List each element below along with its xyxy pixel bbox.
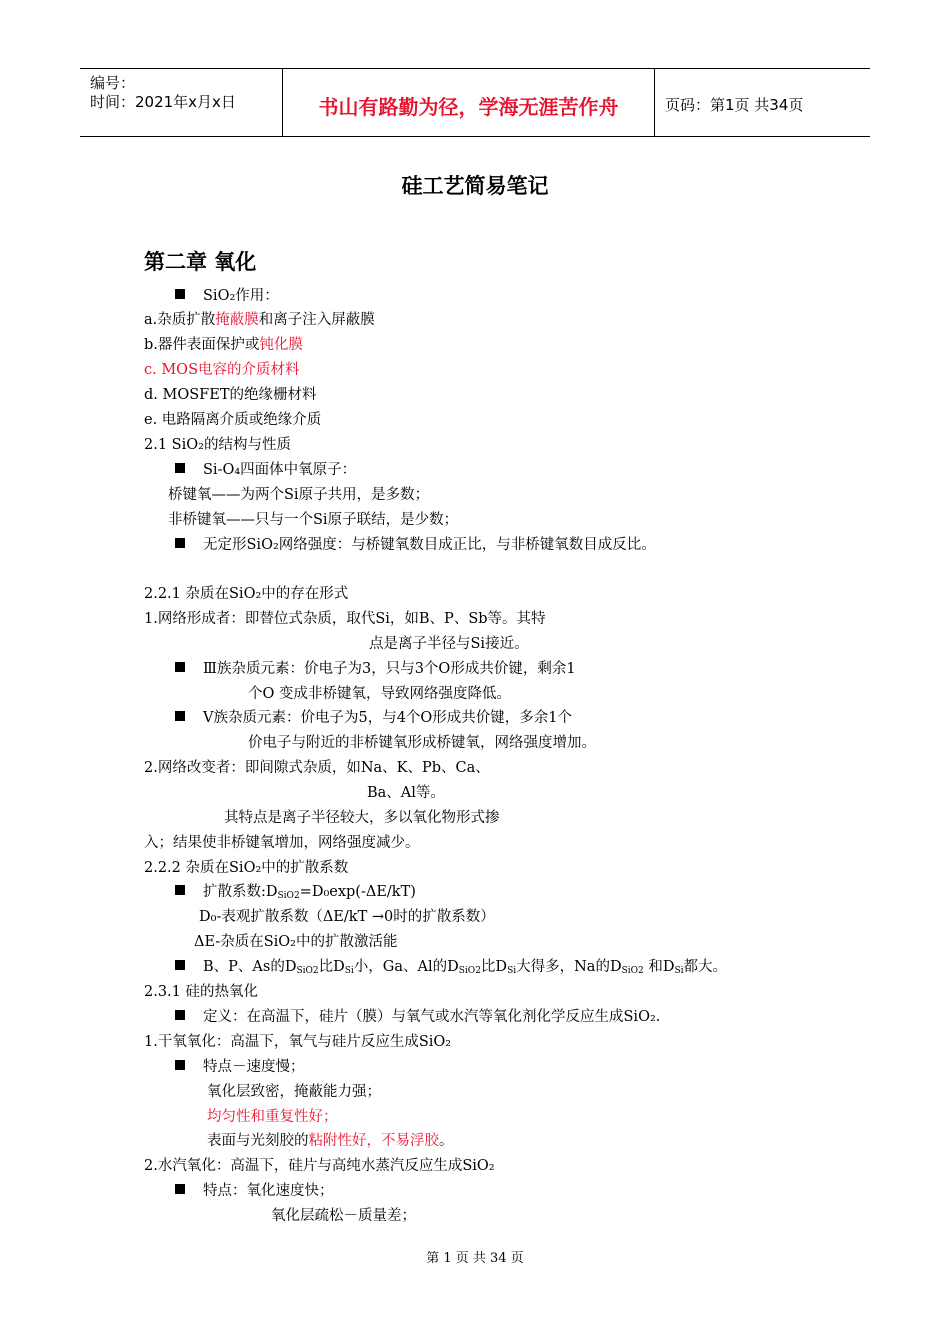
square-bullet-icon — [175, 1060, 185, 1070]
header-cell-page — [655, 69, 870, 136]
bullet-line: Si-O₄四面体中氧原子： — [175, 461, 356, 479]
chapter-heading: 第二章 氧化 — [144, 249, 257, 274]
text-line: 氧化层致密，掩蔽能力强； — [207, 1084, 381, 1100]
text-line: D₀-表观扩散系数（ΔE/kT →0时的扩散系数） — [199, 909, 495, 925]
text-line: b.器件表面保护或钝化膜 — [144, 337, 303, 353]
bullet-line: 特点：氧化速度快； — [175, 1182, 334, 1200]
text-line: a.杂质扩散掩蔽膜和离子注入屏蔽膜 — [144, 312, 375, 328]
bullet-line: 无定形SiO₂网络强度：与桥键氧数目成正比，与非桥键氧数目成反比。 — [175, 536, 656, 554]
bullet-line: B、P、As的$D_{SiO2}$比$D_{Si}$小，Ga、Al的$D_{SiO2}$比$D_{Si}$大得多，Na的$D_{SiO2}$ 和$D_{Si}$都大。 — [175, 958, 727, 980]
bullet-line: 扩散系数$:D_{SiO2}=D_0\exp(-\Delta E/kT)$ — [175, 883, 416, 905]
page-footer: 第 1 页 共 34 页 — [426, 1251, 524, 1266]
text-line: 桥键氧——为两个Si原子共用，是多数； — [168, 487, 430, 503]
text-line: 1.网络形成者：即替位式杂质，取代Si，如B、P、Sb等。其特 — [144, 611, 546, 627]
text-line: 氧化层疏松－质量差； — [271, 1208, 416, 1224]
square-bullet-icon — [175, 662, 185, 672]
text-line: ΔE-杂质在SiO₂中的扩散激活能 — [194, 934, 398, 950]
square-bullet-icon — [175, 960, 185, 970]
square-bullet-icon — [175, 711, 185, 721]
section-heading: 2.3.1 硅的热氧化 — [144, 984, 259, 1000]
square-bullet-icon — [175, 1184, 185, 1194]
section-heading: 2.2.2 杂质在SiO₂中的扩散系数 — [144, 860, 349, 876]
bullet-line: Ⅲ族杂质元素：价电子为3，只与3个O形成共价键，剩余1 — [175, 660, 576, 678]
text-line: 2.水汽氧化：高温下，硅片与高纯水蒸汽反应生成SiO₂ — [144, 1158, 495, 1174]
text-line: c. MOS电容的介质材料 — [144, 362, 300, 378]
bullet-line: Ⅴ族杂质元素：价电子为5，与4个O形成共价键，多余1个 — [175, 709, 572, 727]
text-line: 入；结果使非桥键氧增加，网络强度减少。 — [144, 835, 420, 851]
bullet-line: 特点－速度慢； — [175, 1058, 305, 1076]
text-line: 非桥键氧——只与一个Si原子联结，是少数； — [168, 512, 459, 528]
square-bullet-icon — [175, 885, 185, 895]
text-line: 表面与光刻胶的粘附性好，不易浮胶。 — [207, 1133, 454, 1149]
text-line: Ba、Al等。 — [367, 785, 445, 801]
text-line: 2.网络改变者：即间隙式杂质，如Na、K、Pb、Ca、 — [144, 760, 490, 776]
square-bullet-icon — [175, 463, 185, 473]
number-label: 编号： — [90, 74, 136, 92]
motto: 书山有路勤为径，学海无涯苦作舟 — [318, 95, 619, 119]
square-bullet-icon — [175, 289, 185, 299]
text-line: 其特点是离子半径较大，多以氧化物形式掺 — [224, 810, 500, 826]
section-heading: 2.1 SiO₂的结构与性质 — [144, 437, 291, 453]
square-bullet-icon — [175, 538, 185, 548]
header-table — [80, 68, 870, 137]
bullet-line: 定义：在高温下，硅片（膜）与氧气或水汽等氧化剂化学反应生成SiO₂. — [175, 1008, 660, 1026]
page-info: 页码：第1页 共34页 — [665, 96, 804, 114]
header-cell-info — [80, 69, 283, 136]
text-line: 个O 变成非桥键氧，导致网络强度降低。 — [248, 686, 511, 702]
document-title: 硅工艺简易笔记 — [401, 173, 549, 198]
text-line: 点是离子半径与Si接近。 — [369, 636, 529, 652]
bullet-line: SiO₂作用： — [175, 287, 279, 305]
header-cell-motto — [283, 69, 655, 136]
text-line: d. MOSFET的绝缘栅材料 — [144, 387, 317, 403]
text-line: 价电子与附近的非桥键氧形成桥键氧，网络强度增加。 — [248, 735, 596, 751]
text-line: 均匀性和重复性好； — [207, 1109, 338, 1125]
text-line: 1.干氧氧化：高温下，氧气与硅片反应生成SiO₂ — [144, 1034, 452, 1050]
section-heading: 2.2.1 杂质在SiO₂中的存在形式 — [144, 586, 349, 602]
text-line: e. 电路隔离介质或绝缘介质 — [144, 412, 322, 428]
square-bullet-icon — [175, 1010, 185, 1020]
date-label: 时间：2021年x月x日 — [90, 93, 236, 111]
